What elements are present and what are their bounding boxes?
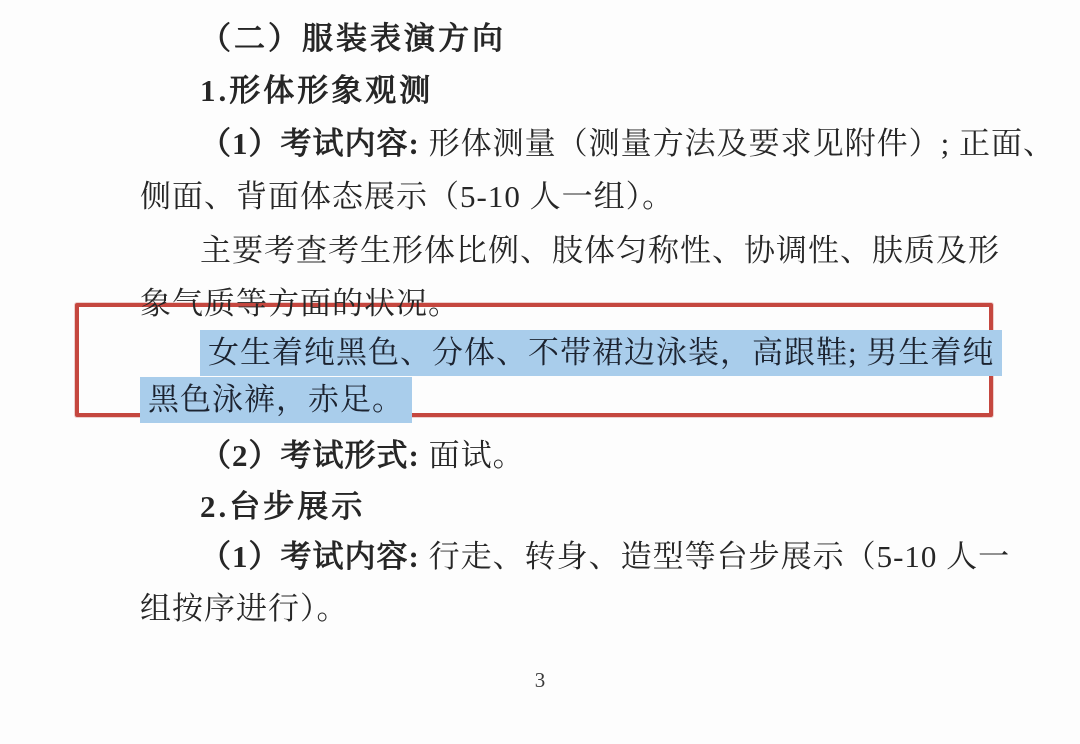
exam-1-format-label: （2）考试形式:	[200, 438, 420, 473]
evaluation-line-1: 主要考查考生形体比例、肢体匀称性、协调性、肤质及形	[200, 233, 1000, 268]
exam-2-content-line-2: 组按序进行）。	[140, 591, 349, 626]
page-number: 3	[534, 668, 546, 692]
subsection-1-heading: 1.形体形象观测	[200, 73, 434, 108]
exam-1-format-line	[140, 433, 970, 479]
exam-1-format-text: 面试。	[419, 438, 525, 473]
exam-1-content-line-1	[140, 121, 1055, 167]
exam-2-content-text: 行走、转身、造型等台步展示（5-10 人一	[419, 539, 1011, 574]
exam-2-content-label: （1）考试内容:	[200, 539, 420, 574]
section-heading: （二）服装表演方向	[200, 21, 506, 56]
highlighted-text: 黑色泳裤，赤足。	[140, 377, 412, 423]
highlighted-text: 女生着纯黑色、分体、不带裙边泳装，高跟鞋; 男生着纯	[200, 330, 1002, 376]
evaluation-line-2: 象气质等方面的状况。	[140, 286, 460, 321]
exam-1-content-text: 形体测量（测量方法及要求见附件）; 正面、	[419, 126, 1055, 161]
subsection-2-heading: 2.台步展示	[200, 489, 366, 524]
dress-requirement-line-2	[140, 377, 970, 423]
exam-2-content-line-1	[140, 534, 1011, 580]
exam-1-content-line-2: 侧面、背面体态展示（5-10 人一组）。	[140, 179, 675, 214]
dress-requirement-line-1	[140, 330, 995, 376]
exam-1-content-label: （1）考试内容:	[200, 126, 420, 161]
